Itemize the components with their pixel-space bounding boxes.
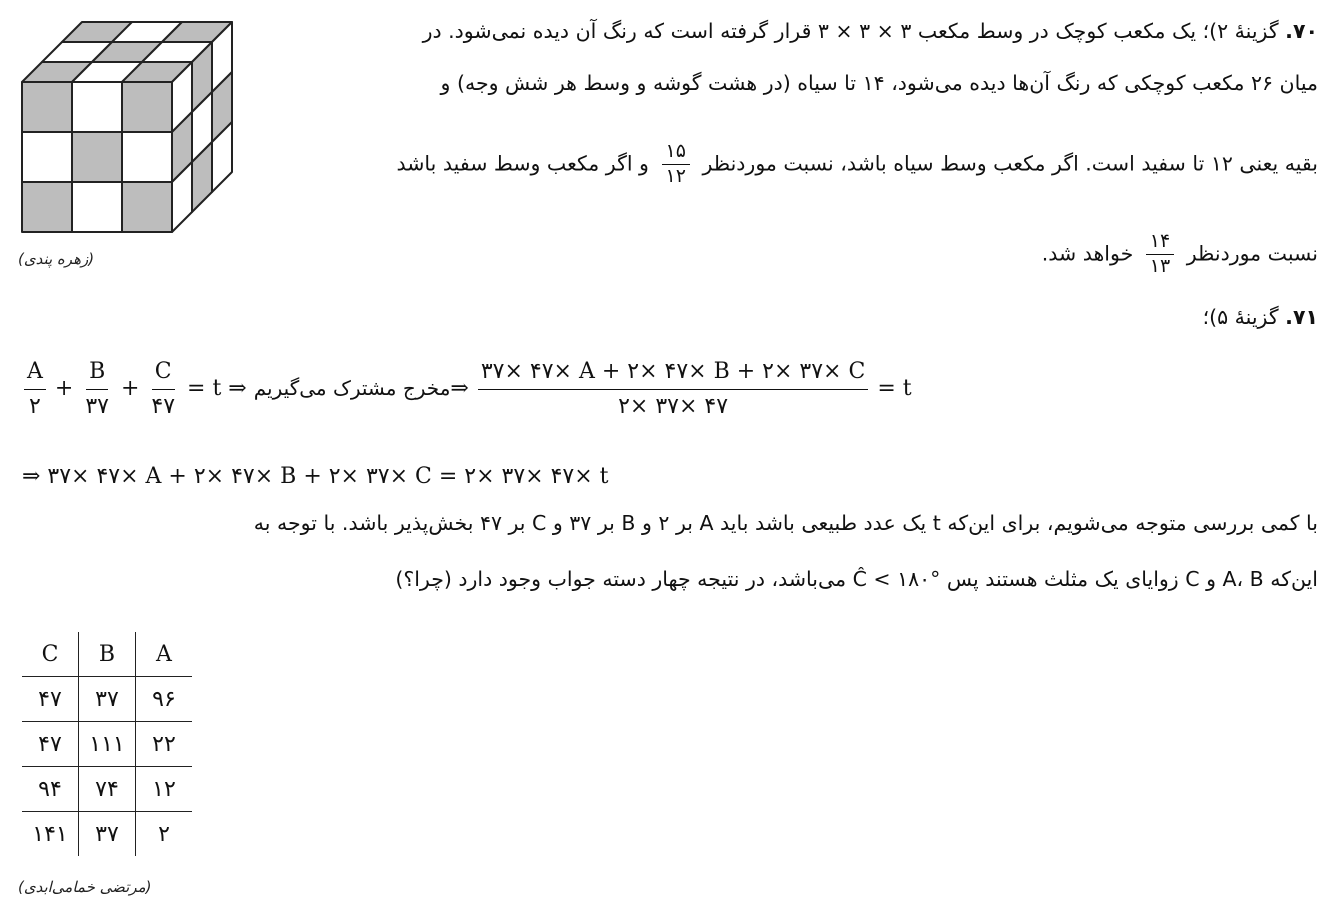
table-cell: ۱۲ xyxy=(136,767,193,812)
column-header-b: B xyxy=(79,632,136,677)
numerator: C xyxy=(152,358,175,390)
equation-1 xyxy=(22,358,912,420)
column-header-a: A xyxy=(136,632,193,677)
cube-front-face xyxy=(22,82,172,232)
p70-line2: میان ۲۶ مکعب کوچکی که رنگ آن‌ها دیده می‌شود، ۱۴ تا سیاه (در هشت گوشه و وسط هر شش وجه) و xyxy=(440,71,1318,95)
big-fraction xyxy=(478,358,868,420)
p70-label: ۷۰. xyxy=(1285,19,1318,43)
p70-line1 xyxy=(423,14,1318,48)
fraction-a-2 xyxy=(24,358,46,420)
answer-table xyxy=(22,632,192,856)
denominator: ۳۷ xyxy=(85,393,109,419)
table-cell: ۱۴۱ xyxy=(32,821,68,847)
table-row xyxy=(22,722,192,767)
plus-sign: + xyxy=(120,376,140,401)
fraction-denominator: ۱۳ xyxy=(1149,254,1171,277)
p70-line4 xyxy=(1042,232,1318,277)
table-row xyxy=(22,677,192,722)
equation-2: ⇒ ۳۷× ۴۷× A + ۲× ۴۷× B + ۲× ۳۷× C = ۲× ۳۷× ۴۷× t xyxy=(22,464,609,489)
table-row xyxy=(22,812,192,857)
plus-sign: + xyxy=(54,376,74,401)
table-cell: ۹۶ xyxy=(136,677,193,722)
p71-header xyxy=(1203,300,1318,334)
p70-line3 xyxy=(396,142,1318,187)
equals-t: = t xyxy=(877,376,912,401)
cube-caption: (زهره پندی) xyxy=(18,250,95,268)
denominator: ۴۷ xyxy=(151,393,176,419)
table-cell: ۴۷ xyxy=(22,677,79,722)
p70-text-line1: گزینهٔ ۲)؛ یک مکعب کوچک در وسط مکعب ۳ × ۳ × ۳ قرار گرفته است که رنگ آن دیده نمی‌شود. در xyxy=(422,19,1279,43)
fraction-b-37 xyxy=(82,358,112,420)
fraction-14-13 xyxy=(1146,232,1174,277)
fraction-15-12 xyxy=(662,142,690,187)
p70-text-line4b: خواهد شد. xyxy=(1041,241,1134,266)
common-denominator-text: مخرج مشترک می‌گیریم xyxy=(253,376,451,400)
denominator: ۲× ۳۷× ۴۷ xyxy=(618,393,729,419)
fraction-numerator: ۱۴ xyxy=(1146,232,1174,255)
fraction-denominator: ۱۲ xyxy=(665,164,686,187)
p70-text-line4a: نسبت موردنظر xyxy=(1186,241,1318,266)
table-header-row xyxy=(22,632,192,677)
table-row xyxy=(22,767,192,812)
p71-label: ۷۱. xyxy=(1285,305,1318,329)
table-cell: ۹۴ xyxy=(22,767,79,812)
table-cell: ۲ xyxy=(136,812,193,857)
p71-para2: این‌که A، B و C زوایای یک مثلث هستند پس Ĉ < ۱۸۰° می‌باشد، در نتیجه چهار دسته جواب وجود دارد (چرا؟) xyxy=(395,567,1318,591)
denominator: ۲ xyxy=(29,393,41,419)
table-cell: ۳۷ xyxy=(79,812,136,857)
table-cell: ۷۴ xyxy=(79,767,136,812)
p71-header-text: گزینهٔ ۵)؛ xyxy=(1202,305,1279,329)
table-caption: (مرتضی خمامی‌ابدی) xyxy=(18,878,152,896)
cube-figure xyxy=(12,12,242,247)
numerator: B xyxy=(86,358,108,390)
fraction-c-47 xyxy=(148,358,178,420)
fraction-numerator: ۱۵ xyxy=(662,142,690,165)
p71-para1: با کمی بررسی متوجه می‌شویم، برای این‌که t یک عدد طبیعی باشد باید A بر ۲ و B بر ۳۷ و C بر ۴۷ بخش‌پذیر باشد. با توجه به xyxy=(253,511,1318,535)
table-cell: ۴۷ xyxy=(22,722,79,767)
p70-text-line3b: و اگر مکعب وسط سفید باشد xyxy=(396,151,649,176)
table-cell: ۳۷ xyxy=(79,677,136,722)
p70-text-line3a: بقیه یعنی ۱۲ تا سفید است. اگر مکعب وسط سیاه باشد، نسبت موردنظر xyxy=(702,151,1318,176)
table-cell: ۱۱۱ xyxy=(79,722,136,767)
numerator: ۳۷× ۴۷× A + ۲× ۴۷× B + ۲× ۳۷× C xyxy=(478,358,868,390)
implies-arrow: ⇒ xyxy=(450,376,469,401)
column-header-c: C xyxy=(22,632,79,677)
table-cell: ۲۲ xyxy=(136,722,193,767)
numerator: A xyxy=(24,358,46,390)
equals-t-implies: = t ⇒ xyxy=(187,376,247,401)
